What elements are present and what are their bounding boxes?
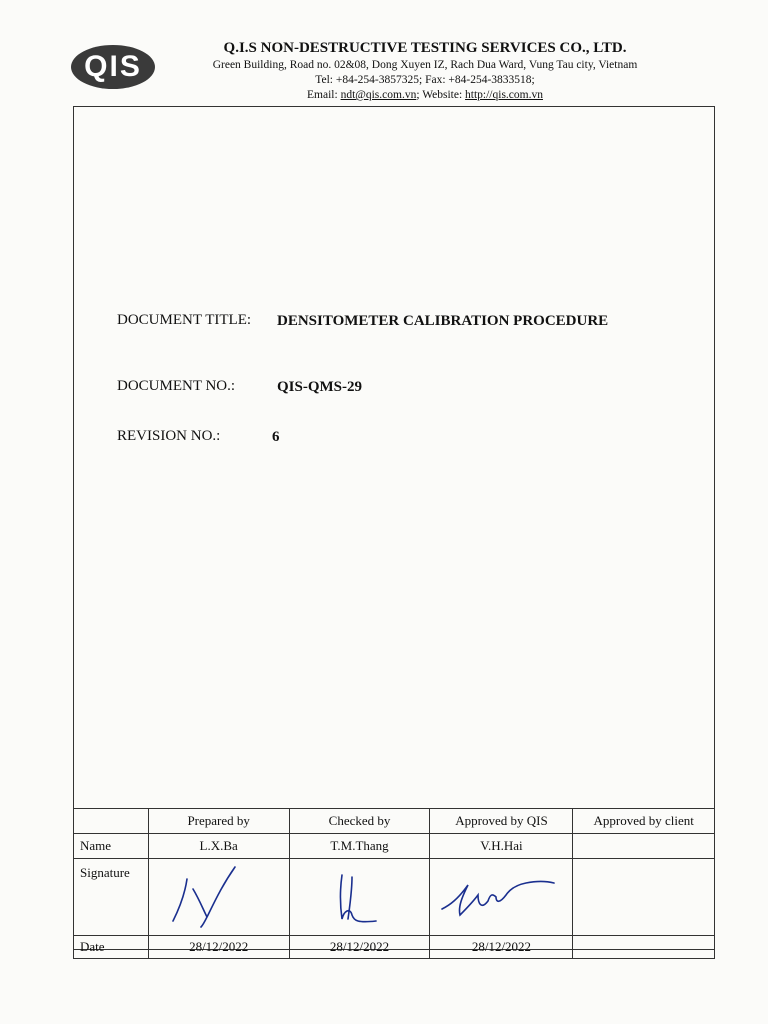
signature-row [74, 859, 715, 936]
name-prepared: L.X.Ba [148, 834, 289, 859]
date-row [74, 936, 715, 959]
company-logo [71, 45, 155, 89]
name-checked: T.M.Thang [289, 834, 430, 859]
header-approved-by-qis: Approved by QIS [430, 809, 573, 834]
email-label: Email: [307, 89, 338, 101]
revision-number: 6 [272, 429, 280, 445]
name-approved-client [573, 834, 715, 859]
table-header-row [74, 809, 715, 834]
signature-checked-image [300, 865, 420, 929]
header-approved-by-client: Approved by client [573, 809, 715, 834]
document-title: DENSITOMETER CALIBRATION PROCEDURE [277, 313, 609, 329]
signature-prepared-image [159, 865, 279, 929]
signature-checked [289, 859, 430, 936]
document-number-label: DOCUMENT NO.: [117, 378, 236, 394]
signature-approved-qis-image [436, 865, 566, 929]
date-row-label: Date [74, 936, 149, 959]
company-address: Green Building, Road no. 02&08, Dong Xuyen IZ, Rach Dua Ward, Vung Tau city, Vietnam [212, 59, 638, 71]
revision-label: REVISION NO.: [117, 428, 221, 444]
date-approved-qis: 28/12/2022 [430, 936, 573, 959]
name-row [74, 834, 715, 859]
company-tel-fax: Tel: +84-254-3857325; Fax: +84-254-3833518; [315, 74, 535, 86]
website-link[interactable]: http://qis.com.vn [465, 89, 543, 101]
logo-text: QIS [84, 50, 142, 83]
document-number: QIS-QMS-29 [277, 379, 363, 395]
company-header [160, 41, 690, 103]
email-link[interactable]: ndt@qis.com.vn [340, 89, 417, 101]
signature-approved-client [573, 859, 715, 936]
signature-prepared [148, 859, 289, 936]
header-prepared-by: Prepared by [148, 809, 289, 834]
header-cell-empty [74, 809, 149, 834]
website-label: ; Website: [416, 89, 463, 101]
signature-row-label: Signature [74, 859, 149, 936]
document-title-label: DOCUMENT TITLE: [117, 312, 252, 328]
name-approved-qis: V.H.Hai [430, 834, 573, 859]
date-checked: 28/12/2022 [289, 936, 430, 959]
company-name: Q.I.S NON-DESTRUCTIVE TESTING SERVICES CO., LTD. [223, 40, 627, 56]
date-approved-client [573, 936, 715, 959]
company-contact [160, 88, 690, 103]
header-checked-by: Checked by [289, 809, 430, 834]
signature-approved-qis [430, 859, 573, 936]
date-prepared: 28/12/2022 [148, 936, 289, 959]
name-row-label: Name [74, 834, 149, 859]
approval-table [73, 808, 715, 959]
